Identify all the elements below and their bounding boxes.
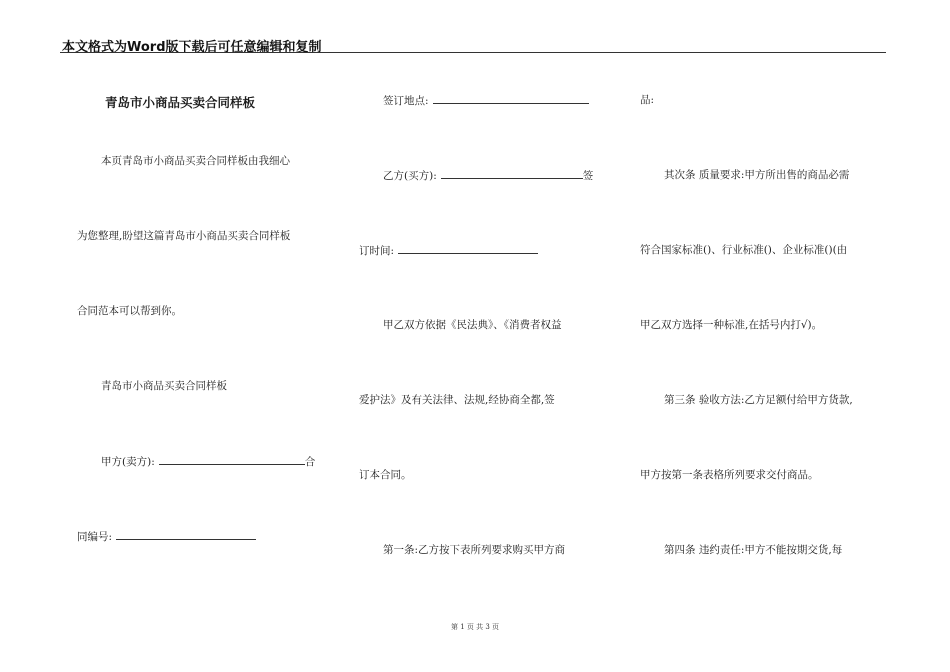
sign-time-label: 订时间:: [359, 245, 395, 257]
party-a-label: 甲方(卖方):: [101, 456, 155, 468]
article-4-line-1: 第四条 违约责任:甲方不能按期交货,每: [664, 544, 843, 556]
sign-time-blank: [398, 243, 538, 254]
party-a-blank: [159, 454, 305, 465]
sign-place-label: 签订地点:: [383, 95, 429, 107]
intro-line-2: 为您整理,盼望这篇青岛市小商品买卖合同样板: [77, 230, 291, 242]
intro-line-3: 合同范本可以帮到你。: [77, 305, 182, 317]
contract-no-blank: [116, 529, 256, 540]
party-b-blank: [441, 168, 583, 179]
document-title: 青岛市小商品买卖合同样板: [105, 95, 256, 110]
party-b-label: 乙方(买方):: [383, 170, 437, 182]
article-1-continued: 品:: [640, 94, 655, 106]
section-subtitle: 青岛市小商品买卖合同样板: [101, 380, 227, 392]
sign-place-blank: [433, 93, 589, 104]
party-b-line: [383, 168, 593, 183]
basis-line-1: 甲乙双方依据《民法典》、《消费者权益: [383, 319, 562, 331]
intro-line-1: 本页青岛市小商品买卖合同样板由我细心: [101, 155, 290, 167]
contract-no-line: [77, 529, 256, 544]
basis-line-3: 订本合同。: [359, 469, 412, 481]
article-1-line: 第一条:乙方按下表所列要求购买甲方商: [383, 544, 566, 556]
article-2-line-1: 其次条 质量要求:甲方所出售的商品必需: [664, 169, 850, 181]
page-footer: 第 1 页 共 3 页: [450, 623, 500, 631]
party-a-line: [101, 454, 315, 469]
article-3-line-2: 甲方按第一条表格所列要求交付商品。: [640, 469, 819, 481]
document-header: 本文格式为Word版下载后可任意编辑和复制: [62, 40, 322, 55]
header-rule: [60, 52, 886, 53]
sign-place-line: [383, 93, 589, 108]
contract-no-label: 同编号:: [77, 531, 113, 543]
article-2-line-2: 符合国家标准()、行业标准()、企业标准()(由: [640, 244, 848, 256]
sign-time-line: [359, 243, 538, 258]
article-3-line-1: 第三条 验收方法:乙方足额付给甲方货款,: [664, 394, 853, 406]
article-2-line-3: 甲乙双方选择一种标准,在括号内打√)。: [640, 319, 823, 331]
party-a-suffix: 合: [304, 456, 316, 468]
basis-line-2: 爱护法》及有关法律、法规,经协商全都,签: [359, 394, 555, 406]
party-b-suffix: 签: [582, 170, 594, 182]
